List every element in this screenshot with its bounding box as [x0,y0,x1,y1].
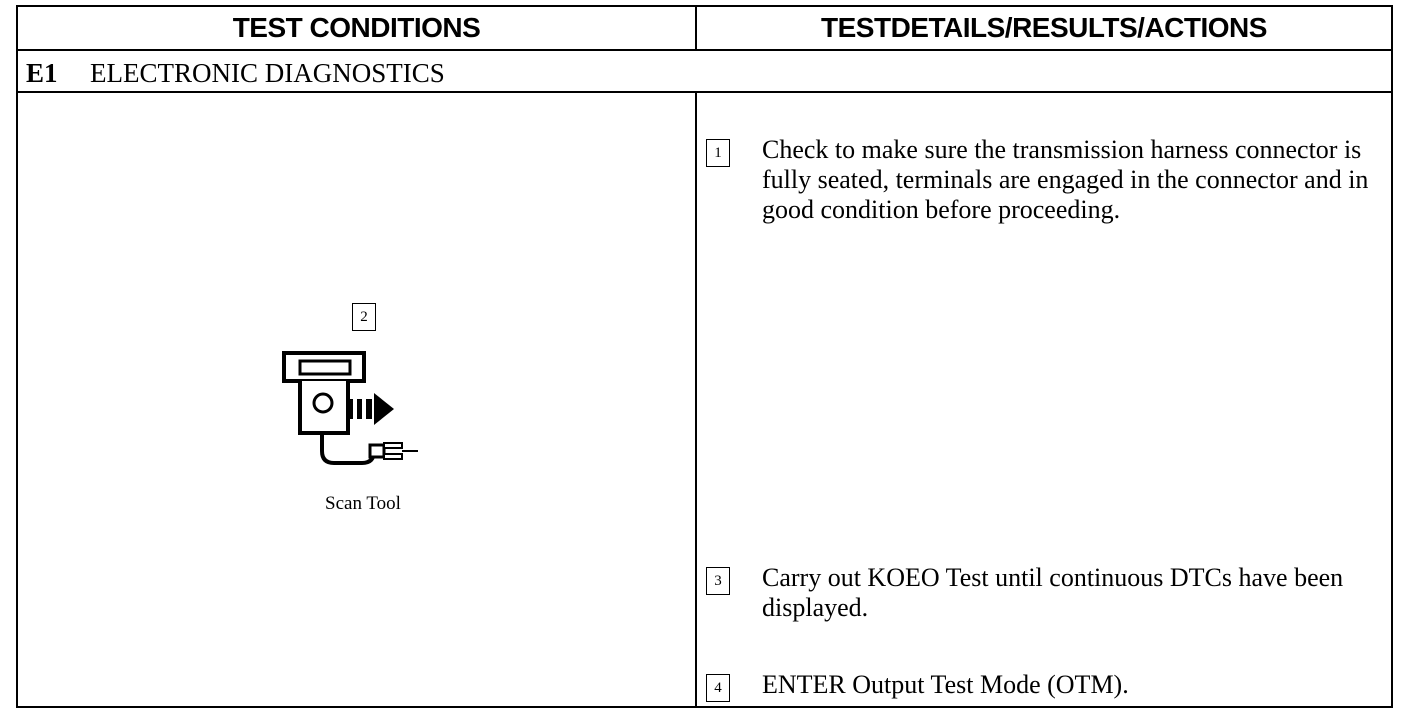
header-rule [18,49,1391,51]
step-number-badge: 4 [706,674,730,702]
scan-tool-icon [278,347,428,477]
section-rule [18,91,1391,93]
step-text: ENTER Output Test Mode (OTM). [762,670,1129,699]
step-text: Check to make sure the transmission harness connector is fully seated, terminals are engaged in the connector and in good condition before proceeding. [762,135,1369,224]
test-table [16,5,1393,708]
step-number-badge: 3 [706,567,730,595]
section-code: E1 [26,57,58,88]
step-number-badge: 1 [706,139,730,167]
scan-tool-figure [278,303,428,523]
figure-caption: Scan Tool [325,493,401,514]
section-title: ELECTRONIC DIAGNOSTICS [90,57,445,88]
step-text: Carry out KOEO Test until continuous DTCs have been displayed. [762,563,1344,622]
header-divider [695,7,697,51]
column-divider [695,93,697,706]
step-number-badge: 2 [352,303,376,331]
step-item [706,135,1386,225]
test-details-heading: TESTDETAILS/RESULTS/ACTIONS [821,12,1267,43]
step-item [706,563,1386,623]
test-conditions-heading: TEST CONDITIONS [232,12,481,43]
step-item [706,670,1386,702]
section-title-row [26,55,445,91]
